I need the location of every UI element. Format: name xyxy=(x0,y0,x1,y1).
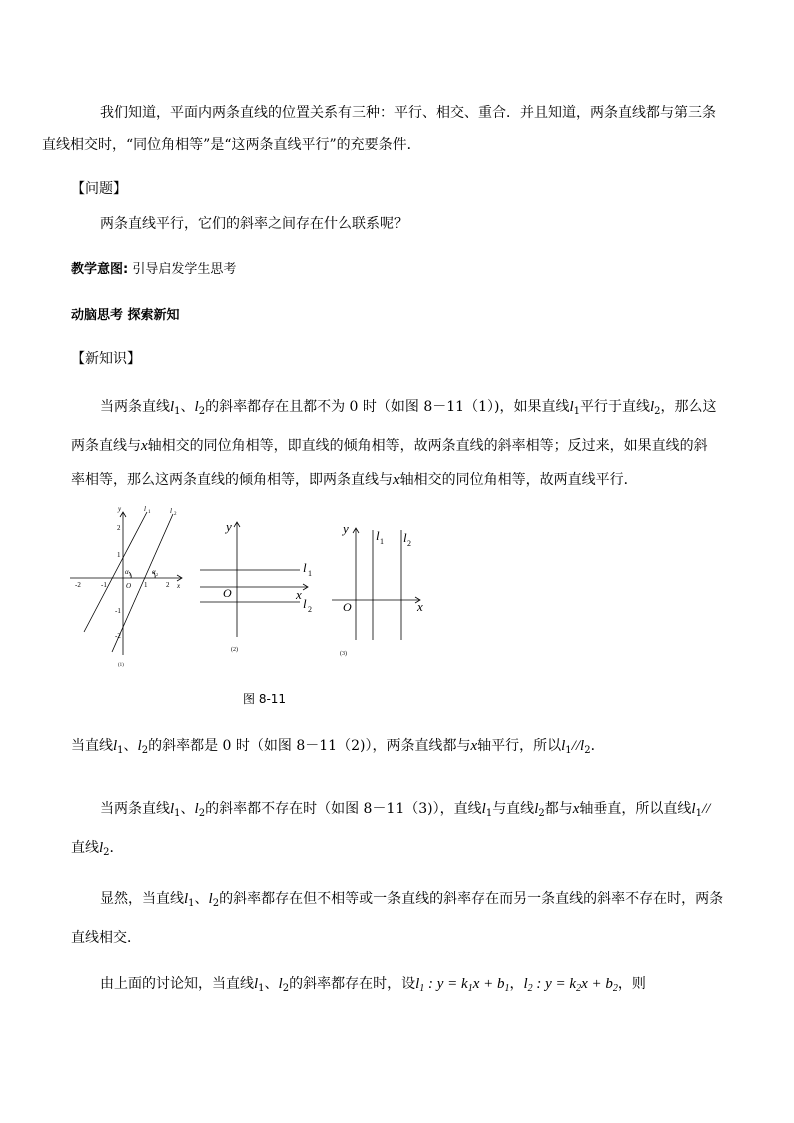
fig1-tick-x: -2 xyxy=(75,581,81,589)
fig2-caption: (2) xyxy=(231,647,238,653)
fig1-y-label: y xyxy=(118,505,122,513)
figure-caption: 图 8-11 xyxy=(243,692,287,706)
fig1-alpha-1: α xyxy=(125,568,129,576)
svg-text:1: 1 xyxy=(308,569,312,578)
p5-line-2: 直线相交． xyxy=(71,930,141,946)
teaching-intent xyxy=(71,258,236,277)
teaching-intent-text: 引导启发学生思考 xyxy=(128,262,237,277)
equation-l1: $l_1$ : $y = k_1x + b_1$ xyxy=(415,976,510,994)
fig1-tick-x: 2 xyxy=(166,581,170,589)
fig1-caption: (1) xyxy=(118,663,124,668)
p2-line-3: 率相等，那么这两条直线的倾角相等，即两条直线与x轴相交的同位角相等，故两直线平行． xyxy=(71,472,638,488)
fig3-y-label: y xyxy=(343,521,349,536)
parallel-slope-paragraph xyxy=(71,390,731,497)
fig2-l2-label: l xyxy=(303,596,307,611)
svg-text:1: 1 xyxy=(129,572,131,577)
section-title: 动脑思考 探索新知 xyxy=(71,308,180,323)
fig3-l2-label: l xyxy=(403,530,407,545)
intersect-paragraph xyxy=(71,882,731,955)
fig2-x-label: x xyxy=(296,587,302,602)
question-text: 两条直线平行，它们的斜率之间存在什么联系呢？ xyxy=(100,216,408,232)
teaching-intent-label: 教学意图: xyxy=(71,262,129,277)
equation-l2: $l_2$ : $y = k_2x + b_2$ xyxy=(523,976,618,994)
question-heading: 【问题】 xyxy=(71,181,127,197)
p4-line-1: 当两条直线$l_1$、$l_2$的斜率都不存在时（如图 8－11（3)），直线$l_1$与直线$l_2$都与x轴垂直，所以直线$l_1//$ xyxy=(100,801,711,819)
figure-3-labels xyxy=(340,521,423,657)
fig2-l1-label: l xyxy=(303,560,307,575)
intro-line-1: 我们知道，平面内两条直线的位置关系有三种：平行、相交、重合．并且知道，两条直线都与第三条 xyxy=(100,105,716,121)
undefined-slope-paragraph xyxy=(71,792,731,870)
svg-text:2: 2 xyxy=(308,605,312,614)
figure-2 xyxy=(200,522,308,637)
fig3-x-label: x xyxy=(417,599,423,614)
fig2-y-label: y xyxy=(226,519,232,534)
zero-slope-paragraph: 当直线$l_1$、$l_2$的斜率都是 0 时（如图 8－11（2)），两条直线都与x轴平行，所以$l_1//l_2$． xyxy=(71,738,605,756)
p2-line-2: 两条直线与x轴相交的同位角相等，即直线的倾角相等，故两条直线的斜率相等；反过来，如果直线的斜 xyxy=(71,438,708,454)
fig1-line-l2 xyxy=(112,514,173,652)
fig1-origin: O xyxy=(126,582,132,590)
fig1-tick-y: -2 xyxy=(115,632,121,640)
fig1-l2-label: l xyxy=(170,507,172,515)
figure-2-labels xyxy=(223,519,312,653)
figure-1-labels xyxy=(75,505,181,668)
svg-text:2: 2 xyxy=(407,539,411,548)
svg-text:2: 2 xyxy=(174,512,177,517)
fig1-alpha-2: α xyxy=(152,568,156,576)
fig1-tick-y: -1 xyxy=(115,607,121,615)
fig1-tick-x: -1 xyxy=(101,581,107,589)
p4-line-2: 直线$l_2$． xyxy=(71,840,124,858)
fig1-tick-y: 1 xyxy=(117,551,121,559)
fig1-l1-label: l xyxy=(144,505,146,513)
new-knowledge-heading: 【新知识】 xyxy=(71,351,141,367)
fig1-tick-x: 1 xyxy=(144,581,148,589)
fig2-origin: O xyxy=(223,586,232,600)
conclusion-paragraph: 由上面的讨论知，当直线$l_1$、$l_2$的斜率都存在时，设$l_1$ : $y = k_1x + b_1$，$l_2$ : $y = k_2x + b_2$，则 xyxy=(100,976,646,994)
fig1-x-label: x xyxy=(177,582,181,590)
svg-text:1: 1 xyxy=(148,510,151,515)
intro-line-2: 直线相交时，“同位角相等”是“这两条直线平行”的充要条件． xyxy=(42,137,421,153)
fig3-origin: O xyxy=(343,600,352,614)
p2-line-1: 当两条直线$l_1$、$l_2$的斜率都存在且都不为 0 时（如图 8－11（1）)，如果直线$l_1$平行于直线$l_2$，那么这 xyxy=(100,399,717,417)
svg-text:1: 1 xyxy=(380,537,384,546)
fig3-l1-label: l xyxy=(376,528,380,543)
figure-8-11 xyxy=(60,500,460,670)
fig3-caption: (3) xyxy=(340,651,347,657)
fig1-tick-y: 2 xyxy=(117,524,121,532)
intro-paragraph xyxy=(42,97,731,161)
svg-text:2: 2 xyxy=(156,572,158,577)
p5-line-1: 显然，当直线$l_1$、$l_2$的斜率都存在但不相等或一条直线的斜率存在而另一条直线的斜率不存在时，两条 xyxy=(100,891,724,909)
